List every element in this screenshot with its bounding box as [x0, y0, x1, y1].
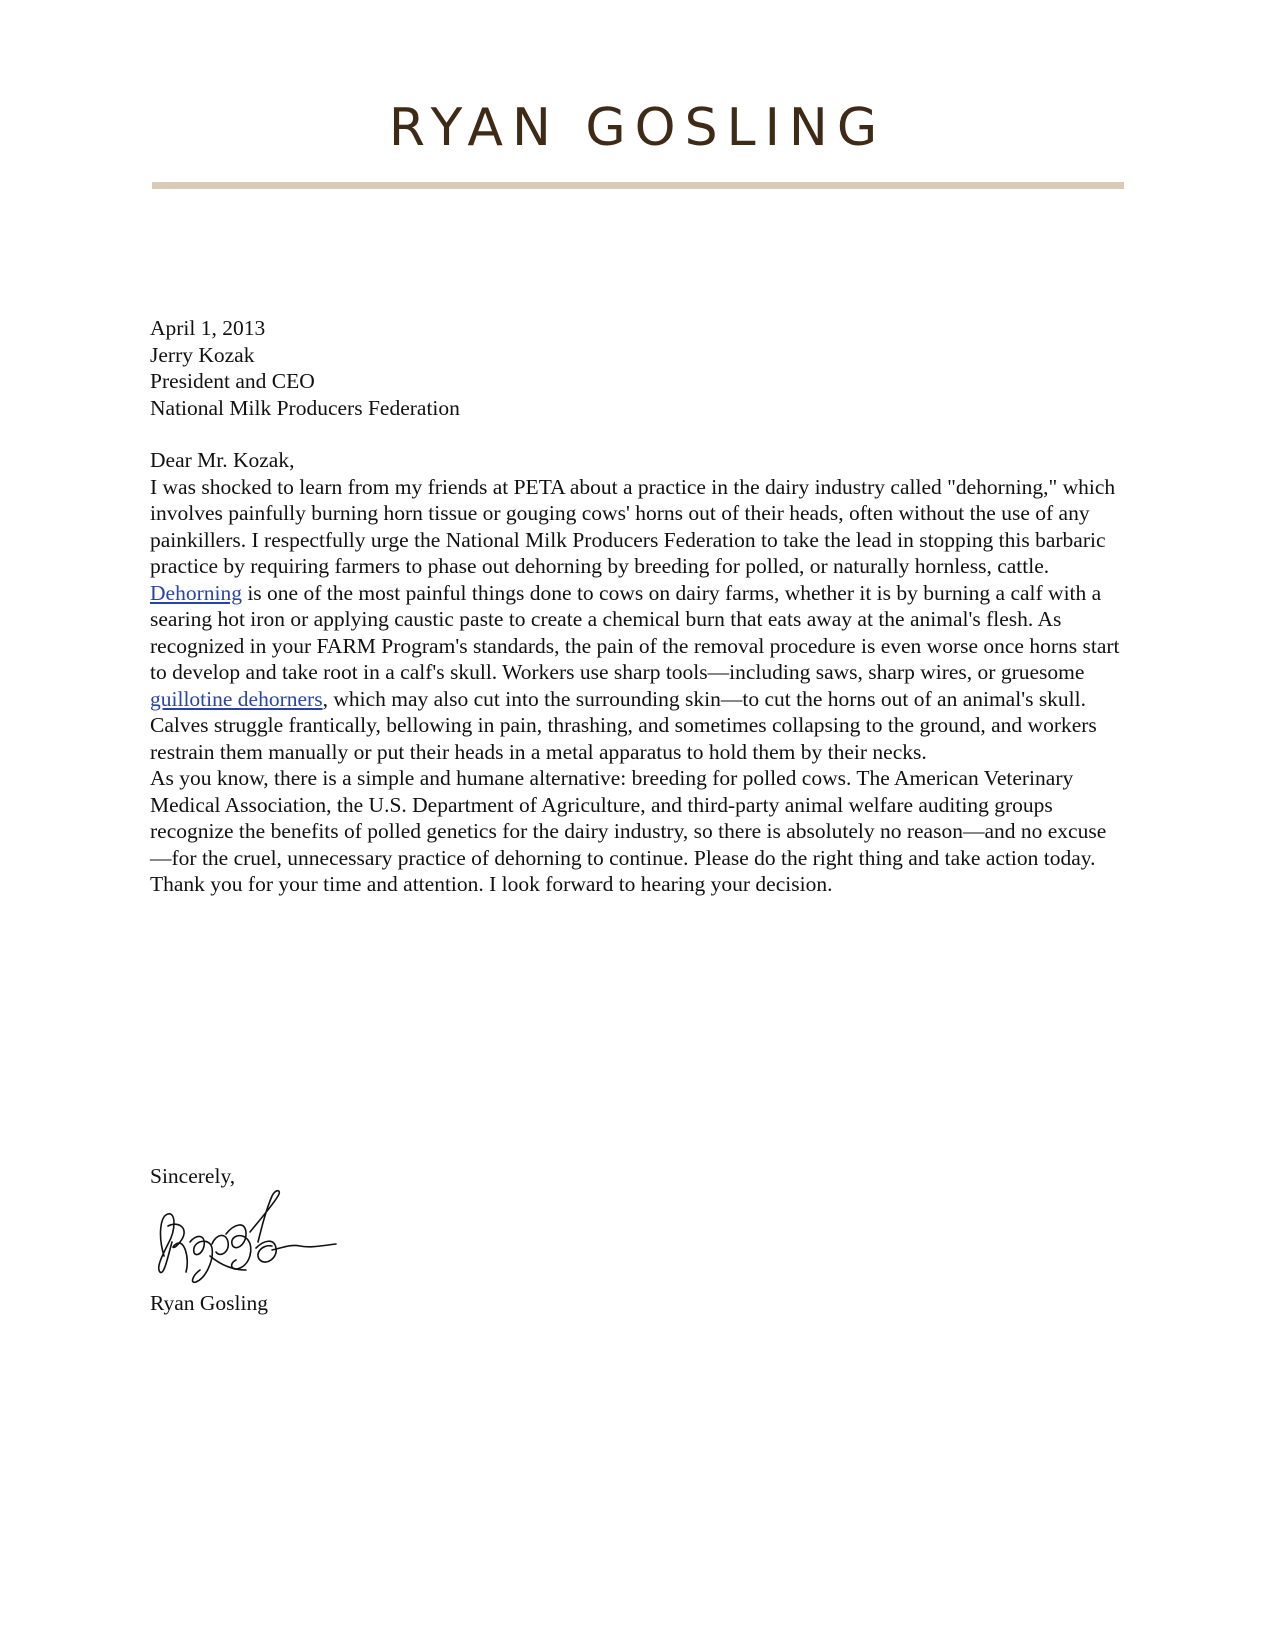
paragraph-2-text-1: is one of the most painful things done to cows on dairy farms, whether it is by burning a calf with a searing hot iron or applying caustic paste to create a chemical burn that eats away at the animal's flesh. As recognized in your FARM Program's standards, the pain of the removal procedure is even worse once horns start to develop and take root in a calf's skull. Workers use sharp tools—including saws, sharp wires, or gruesome: [150, 580, 1120, 684]
paragraph-3: As you know, there is a simple and humane alternative: breeding for polled cows. The American Veterinary Medical Association, the U.S. Department of Agriculture, and third-party animal welfare auditing groups recognize the benefits of polled genetics for the dairy industry, so there is absolutely no reason—and no excuse—for the cruel, unnecessary practice of dehorning to continue. Please do the right thing and take action today.: [150, 766, 1107, 870]
signature-name: Ryan Gosling: [150, 1290, 268, 1315]
paragraph-2: [150, 580, 1125, 766]
handwritten-signature: [150, 1186, 340, 1292]
signature-block: [150, 1163, 550, 1316]
salutation: Dear Mr. Kozak,: [150, 448, 295, 472]
recipient-title: President and CEO: [150, 369, 315, 393]
paragraph-4: Thank you for your time and attention. I look forward to hearing your decision.: [150, 872, 833, 896]
recipient-name: Jerry Kozak: [150, 342, 255, 367]
letter-body: [150, 315, 1125, 898]
recipient-address: [150, 342, 1125, 422]
letterhead-name: RYAN GOSLING: [388, 98, 887, 158]
letterhead-divider: [152, 182, 1124, 189]
paragraph-1: I was shocked to learn from my friends at PETA about a practice in the dairy industry called "dehorning," which involves painfully burning horn tissue or gouging cows' horns out of their heads, often without the use of any painkillers. I respectfully urge the National Milk Producers Federation to take the lead in stopping this barbaric practice by requiring farmers to phase out dehorning by breeding for polled, or naturally hornless, cattle.: [150, 474, 1116, 578]
letter-date: April 1, 2013: [150, 316, 266, 340]
guillotine-dehorners-link[interactable]: guillotine dehorners: [150, 686, 323, 711]
closing: Sincerely,: [150, 1164, 236, 1188]
recipient-organization: National Milk Producers Federation: [150, 395, 460, 420]
paragraph-2-text-2: , which may also cut into the surrounding skin—to cut the horns out of an animal's skull. Calves struggle frantically, bellowing in pain, thrashing, and sometimes collapsing to the ground, and workers restrain them manually or put their heads in a metal apparatus to hold them by their necks.: [150, 686, 1097, 764]
dehorning-link[interactable]: Dehorning: [150, 580, 242, 605]
